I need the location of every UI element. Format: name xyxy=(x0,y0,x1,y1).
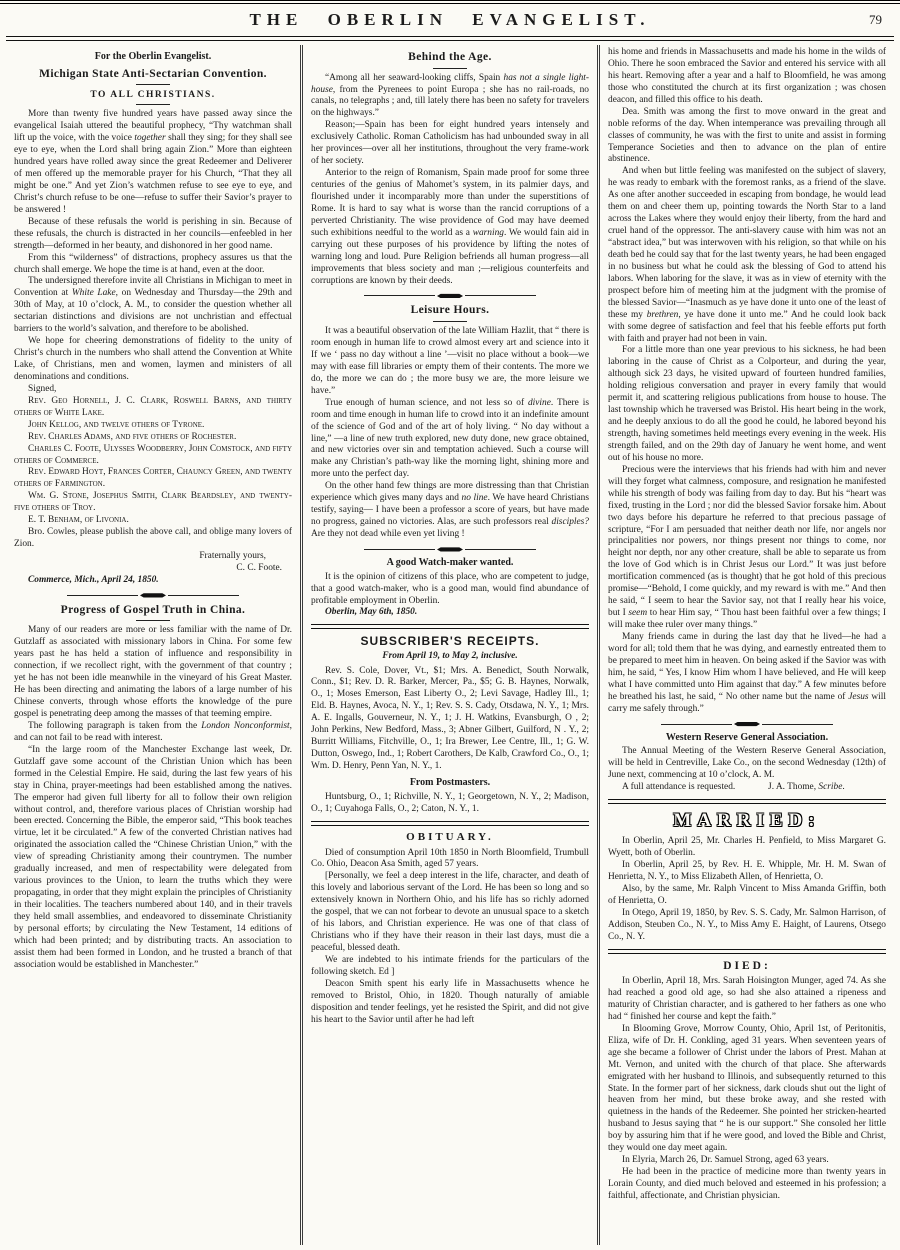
page-number: 79 xyxy=(869,12,882,27)
article-paragraph: And when but little feeling was manifested on the subject of slavery, he was ready to embark with the foremost ranks, as a friend of the slave. As one after another succeeded in escaping from bondage, he would lead them on and cheer them up, pointing towards the North Star to a land across the Lakes where they would enjoy their liberty, from the hard and cruel hand of the oppressor. The anti-slavery cause with him was not an “abstract idea,” but was interwoven with his religion, so that while on his death bed he could say that for the last twenty years, he had been engaged in no business but what he could ask the blessing of God to attend his labors. When laboring for the slave, it was as in view of eternity with the prospect before him of meeting him at the judgment with the promise of the blessed Savior—“Inasmuch as ye have done it unto one of the least of these my brethren, ye have done it unto me.” And he could look back with some degree of satisfaction and feel that his feeble efforts put forth with faith and prayer had not been in vain. xyxy=(608,166,886,344)
obituary-heading: OBITUARY. xyxy=(406,830,494,843)
article-paragraph: Reason;—Spain has been for eight hundred years intensely and exclusively Catholic. Roman Catholicism has had unbounded sway in all her provinces—over all her institutions, throughout the very frame-work of her society. xyxy=(311,120,589,167)
ornament-diamond-icon xyxy=(734,722,760,727)
masthead xyxy=(0,4,900,34)
short-rule xyxy=(136,620,170,621)
article-paragraph: Signed, xyxy=(28,383,57,394)
signature-line: Wm. G. Stone, Josephus Smith, Clark Beardsley, and twenty-five others of Troy. xyxy=(14,491,292,514)
article-paragraph: More than twenty five hundred years have passed away since the evangelical Isaiah uttered the beautiful prophecy, “Thy watchman shall lift up the voice, with the voice together shall they sing; for they shall see eye to eye, when the Lord shall bring again Zion.” More than eighteen hundred years have rolled away since the great Redeemer and Deliverer of men offered up the memorable prayer for his Church, “That they all might be one.” And yet Zion’s watchmen refuse to see eye to eye, and Christ’s church refuse to be one—refuse to suffer their Savior’s prayer to be answered ! xyxy=(14,109,292,215)
dateline: Oberlin, May 6th, 1850. xyxy=(325,607,418,618)
section-heading: A good Watch-maker wanted. xyxy=(386,556,514,568)
ornament-diamond-icon xyxy=(437,293,463,298)
article-paragraph: Anterior to the reign of Romanism, Spain made proof for some three centuries of the genius of Mahomet’s system, in its palmier days, and flourished under it incomparably more than under the superstitions of Rome. It is hard to say what is worse than the rancid corruptions of a perverted Christianity. The wise providence of God may have deemed such exhibitions needful to the world as a warning. We would fain aid in carrying out these purposes of his providence by lifting the notes of warning long and loud. Pure Religion befriends all human progress—all improvements that bless society and man ;—religious counterfeits and corruptions are known by their deeds. xyxy=(311,168,589,286)
article-paragraph: In Blooming Grove, Morrow County, Ohio, April 1st, of Peritonitis, Eliza, wife of Dr. H. Conkling, aged 31 years. When seventeen years of age she became a follower of Christ under the labors of Prest. Mahan at Mt. Vernon, and united with the church of that place. She afterwards emigrated with her husband to Illinois, and subsequently returned to this State. In the former part of her sickness, dark clouds shut out the light of heaven from her mind, but these broke away, and she rested with quietness in the hands of the Redeemer. She pointed her stricken-hearted husband to Jesus saying that “ he is our support.” She consoled her little boy by assuring him that if he were good, and loved the Bible and Christ, they would one day meet again. xyxy=(608,1023,886,1154)
article-paragraph: The Annual Meeting of the Western Reserve General Association, will be held in Centreville, Lake Co., on the second Wednesday (12th) of June next, commencing at 10 o’clock, A. M. xyxy=(608,746,886,781)
closing-signature: C. C. Foote. xyxy=(236,562,282,573)
article-paragraph: True enough of human science, and not less so of divine. There is room and time enough in human life to crowd into it an indefinite amount of the science of God and of the art of holy living. “ No day without a line,” —a line of new truth explored, new duty done, new grace obtained, and new victories over sin and temptation achieved. Such a course will make any Christian’s path-way like the morning light, shining more and more unto the perfect day. xyxy=(311,397,589,480)
ornament-line xyxy=(661,724,732,725)
signature-line: Rev. Geo Hornell, J. C. Clark, Roswell Barns, and thirty others of White Lake. xyxy=(14,395,292,418)
ornament-line xyxy=(168,595,239,596)
article-subheading: TO ALL CHRISTIANS. xyxy=(90,90,216,101)
article-paragraph: Also, by the same, Mr. Ralph Vincent to Miss Amanda Griffin, both of Henrietta, O. xyxy=(608,883,886,906)
newspaper-title: THE OBERLIN EVANGELIST. xyxy=(249,10,651,29)
article-paragraph: Rev. S. Cole, Dover, Vt., $1; Mrs. A. Benedict, South Norwalk, Conn., $1; Rev. D. R. Barker, Mercer, Pa., $5; G. B. Haynes, Norwalk, O., 1; Moses Emerson, East Liberty O., 2; Levi Savage, Hadley Ill., 1; Eld. B. Haynes, Avoca, N. Y., 1; Rev. S. S. Cady, Otsdawa, N. Y., 1; Mrs. A. E. Ingalls, Gouverneur, N. Y., 1; J. H. Watkins, Evansburgh, O , 2; John Perkins, New Bedford, Mass., 3; Abner Gilbert, Guilford, N . Y., 2; Burritt Williams, Fitchville, O., 1; Ira Brewer, Lee Centre, Ill., 1; G. W. Dutton, Oswego, Ind., 1; Robert Carothers, De Kalb, Crawford Co., O., 1; Wm. D. Henry, Penn Yan, N. Y., 1. xyxy=(311,665,589,772)
article-paragraph: In Oberlin, April 18, Mrs. Sarah Hoisington Munger, aged 74. As she had reached a good old age, so had she also attained a ripeness and maturity of Christian character, and is gathered to her fathers as one who had “ finished her course and kept the faith.” xyxy=(608,976,886,1022)
article-paragraph: Bro. Cowles, please publish the above call, and oblige many lovers of Zion. xyxy=(14,527,292,550)
article-title: Leisure Hours. xyxy=(410,304,490,317)
signature-line: E. T. Benham, of Livonia. xyxy=(28,515,129,526)
section-rule xyxy=(608,949,886,954)
article-paragraph: In Oberlin, April 25, by Rev. H. E. Whipple, Mr. H. M. Swan of Henrietta, N. Y., to Miss Elizabeth Allen, of Henrietta, O. xyxy=(608,859,886,882)
article-paragraph: In Otego, April 19, 1850, by Rev. S. S. Cady, Mr. Salmon Harrison, of Addison, Steuben Co., N. Y., to Miss Amy E. Haight, of Laurens, Otsego Co., N. Y. xyxy=(608,907,886,942)
section-rule xyxy=(311,624,589,629)
died-heading: DIED: xyxy=(723,959,771,972)
column-left xyxy=(6,45,300,1245)
ornament-divider xyxy=(661,722,833,727)
article-paragraph: “Among all her seaward-looking cliffs, Spain has not a single light-house, from the Pyrenees to point Europa ; she has no rail-roads, no canals, no telegraphs ; and, till lately there has been no safety for travelers on the highways.” xyxy=(311,72,589,119)
closing-line: Fraternally yours, xyxy=(199,551,266,562)
short-rule xyxy=(433,68,467,69)
column-middle xyxy=(300,45,597,1245)
article-paragraph: From this “wilderness” of distractions, prophecy assures us that the church shall emerge. We hope the time is at hand, even at the door. xyxy=(14,252,292,275)
short-rule xyxy=(136,84,170,85)
article-paragraph: It was a beautiful observation of the late William Hazlit, that “ there is room enough in human life to crowd almost every art and science into it If we ‘ pass no day without a line ’—visit no place without a book—we may with ease fill libraries or empty them of their contents. The more we do, the more we can do ; the more busy we are, the more leisure we have.” xyxy=(311,326,589,396)
ornament-divider xyxy=(67,593,239,598)
article-paragraph: Many friends came in during the last day that he lived—he had a word for all; told them that he was dying, and earnestly entreated them to be prepared to meet him in heaven. On being asked if the Savior was with him, he said, “ Yes, I know Him whom I have believed, and He will keep what I have committed unto Him against that day.” A few minutes before he breathed his last, he said, “ No other name but the name of Jesus will carry me safely through.” xyxy=(608,631,886,714)
ornament-line xyxy=(465,295,536,296)
date-range-line: From April 19, to May 2, inclusive. xyxy=(382,650,518,661)
section-rule xyxy=(608,799,886,804)
ornament-line xyxy=(364,295,435,296)
article-paragraph: [Personally, we feel a deep interest in the life, character, and death of this lovely and laborious servant of the Lord. He has been so long and so extensively known in Northern Ohio, and his life has so richly adorned the gospel, that we can not forbear to devote an unusual space to a sketch of his labors, and Christian experience. He was one of that class of Christians who if they have their reason in their last days, must die a peaceful, blessed death. xyxy=(311,871,589,954)
dateline: Commerce, Mich., April 24, 1850. xyxy=(28,574,159,585)
ornament-diamond-icon xyxy=(140,593,166,598)
ornament-divider xyxy=(364,293,536,298)
married-heading: MARRIED: xyxy=(673,809,821,831)
article-paragraph: The following paragraph is taken from the London Nonconformist, and can not fail to be read with interest. xyxy=(14,720,292,743)
article-paragraph: Deacon Smith spent his early life in Massachusetts whence he removed to Bristol, Ohio, in 1820. Though naturally of amiable disposition and tender feelings, yet he resisted the Spirit, and did not give his heart to the Savior until after he had left xyxy=(311,978,589,1025)
article-paragraph: Many of our readers are more or less familiar with the name of Dr. Gutzlaff as associated with missionary labors in China. For some few years past he has held a station of influence and responsibility in connection, if we recollect right, with the government of that country ; yet he has not been idle meanwhile in the vineyard of his Great Master. He has been directing and animating the labors of a large number of his Chinese converts, through whose efforts the knowledge of the pure gospel is penetrating deep among the masses of that teeming empire. xyxy=(14,625,292,719)
article-title: Michigan State Anti-Sectarian Convention. xyxy=(39,67,267,80)
short-rule xyxy=(136,104,170,105)
section-heading: From Postmasters. xyxy=(409,776,491,788)
article-paragraph: On the other hand few things are more distressing than that Christian experience which gives many days and no line. We have heard Christians testify, saying— I have been a professor a score of years, but have made no progress, gained no victories. Alas, are such professors real disciples? Are they not dead while even yet living ! xyxy=(311,481,589,539)
column-layout xyxy=(0,41,900,1245)
column-right xyxy=(597,45,894,1245)
ornament-line xyxy=(67,595,138,596)
article-paragraph: In Elyria, March 26, Dr. Samuel Strong, aged 63 years. xyxy=(622,1155,829,1166)
section-heading: Western Reserve General Association. xyxy=(665,731,829,743)
signature-line: Rev. Charles Adams, and five others of Rochester. xyxy=(28,431,237,442)
article-paragraph: A full attendance is requested. J. A. Thome, Scribe. xyxy=(622,782,845,792)
article-paragraph: In Oberlin, April 25, Mr. Charles H. Penfield, to Miss Margaret G. Wyett, both of Oberlin. xyxy=(608,836,886,858)
article-paragraph: Dea. Smith was among the first to move onward in the great and noble reforms of the day. When intemperance was prevailing through all classes of community, he was with the first to unite and assist in forming Temperance Societies and then to advance on the plan of entire abstinence. xyxy=(608,106,886,165)
article-kicker: For the Oberlin Evangelist. xyxy=(94,51,212,62)
article-paragraph: It is the opinion of citizens of this place, who are competent to judge, that a good watch-maker, who is a good man, would find abundance of profitable employment in Oberlin. xyxy=(311,571,589,606)
ornament-diamond-icon xyxy=(437,547,463,552)
signature-line: John Kellog, and twelve others of Tyrone. xyxy=(28,419,205,430)
article-title: Behind the Age. xyxy=(408,51,492,63)
section-rule xyxy=(311,821,589,826)
ornament-divider xyxy=(364,547,536,552)
article-paragraph: Huntsburg, O., 1; Richville, N. Y., 1; Georgetown, N. Y., 2; Madison, O., 1; Cuyahoga Falls, O., 2; Caton, N. Y., 1. xyxy=(311,791,589,814)
article-paragraph: For a little more than one year previous to his sickness, he had been laboring in the cause of Christ as a Colporteur, and during the year, although sick 23 days, he visited upward of fourteen hundred families, holding religious conversation and prayer in every family that would permit it, and scattering religious publications from house to house. The last township which he traversed was Bristol. His heart being in the work, and he deeply anxious to do all the good he could, he labored beyond his strength, having sometimes held meetings every evening in the week. His strength failed, and on the 29th day of January he went home, and went out of his house no more. xyxy=(608,345,886,463)
article-paragraph: The undersigned therefore invite all Christians in Michigan to meet in Convention at White Lake, on Wednesday and Thursday—the 29th and 30th of May, at 10 o’clock, A. M., to consider the question whether all sectarian distinctions and divisions are not unchristian and effectual barriers to the world’s salvation, and therefore to be abolished. xyxy=(14,276,292,335)
article-paragraph: We are indebted to his intimate friends for the particulars of the following sketch. Ed ] xyxy=(311,954,589,977)
ornament-line xyxy=(762,724,833,725)
article-paragraph: “In the large room of the Manchester Exchange last week, Dr. Gutzlaff gave some account of the Christian Union which has been formed in the Celestial Empire. He said, during the last few years of his stay in China, prayer-meetings had been established among the natives. The emperor had given full liberty for all to follow their own religion without control, and, therefore various places of Christian worship had been erected. Concerning the Bible, the emperor said, “This book teaches virtue, let it be circulated.” A few of the converted Christian natives had originated the association called the “Chinese Christian Union,” with the view of spreading Christianity among their countrymen. The number gradually increased, and men of respectability were delegated from various provinces to the Union, to learn the truths which they were propagating, in order that they might explain the principles of Christianity in their localities. The teachers numbered about 140, and in their travels they held small assemblies, and endeavored to disseminate Christianity by personal efforts; by circulating the New Testament, 14 editions of which had been printed; and by distributing tracts. An association to assist them had been formed in London, and he trusted a branch of that association would be established in Manchester.” xyxy=(14,744,292,970)
signature-line: Charles C. Foote, Ulysses Woodberry, John Comstock, and fifty others of Commerce. xyxy=(14,443,292,466)
article-title: Progress of Gospel Truth in China. xyxy=(60,603,246,616)
ornament-line xyxy=(465,549,536,550)
receipts-heading: SUBSCRIBER'S RECEIPTS. xyxy=(360,634,540,649)
article-paragraph: We hope for cheering demonstrations of fidelity to the unity of Christ’s church in the numbers who shall attend the Convention at White Lake, of Christians, men and women, laymen and ministers of all denominations and conditions. xyxy=(14,336,292,382)
article-paragraph: Died of consumption April 10th 1850 in North Bloomfield, Trumbull Co. Ohio, Deacon Asa Smith, aged 57 years. xyxy=(311,847,589,870)
article-paragraph: Precious were the interviews that his friends had with him and never will they forget what calmness, composure, and resignation he manifested while his strength of body was failing from day to day. But his “heart was fixed, trusting in the Lord ; nor did the blessed Savior forsake him. About two days before his departure he referred to that precious passage of scripture, “For I am persuaded that neither death nor life, nor angels nor principalities nor powers, nor things present nor things to come, nor height nor depth, nor any other creature, shall be able to separate us from the love of God which is in Christ Jesus our Lord.” It was just before mortification commenced (as is thought) that he got hold of this precious promise—“Behold, I come quickly, and my reward is with me.” And then he said, “ I seem to hear the Savior say, not that I really hear his voice, but I seem to hear Him say, “ Thou hast been faithful over a few things; I will make thee ruler over many things.” xyxy=(608,464,886,630)
short-rule xyxy=(433,321,467,322)
article-paragraph-continued: his home and friends in Massachusetts and made his home in the wilds of Ohio. There he soon embraced the Savior and entered his service with all his heart. Removing after a year and a half to Bloomfield, he was among those who constituted the church at its first organization ; was chosen deacon, and filled this office to his death. xyxy=(608,47,886,105)
article-paragraph: He had been in the practice of medicine more than twenty years in Lorain County, and died much beloved and esteemed in his profession; a faithful, affectionate, and Christian physician. xyxy=(608,1167,886,1201)
signature-line: Rev. Edward Hoyt, Frances Corter, Chauncy Green, and twenty others of Farmington. xyxy=(14,467,292,490)
ornament-line xyxy=(364,549,435,550)
article-paragraph: Because of these refusals the world is perishing in sin. Because of these refusals, the church is distracted in her councils—enfeebled in her strength—deformed in her beauty, and dishonored in her good name. xyxy=(14,216,292,251)
